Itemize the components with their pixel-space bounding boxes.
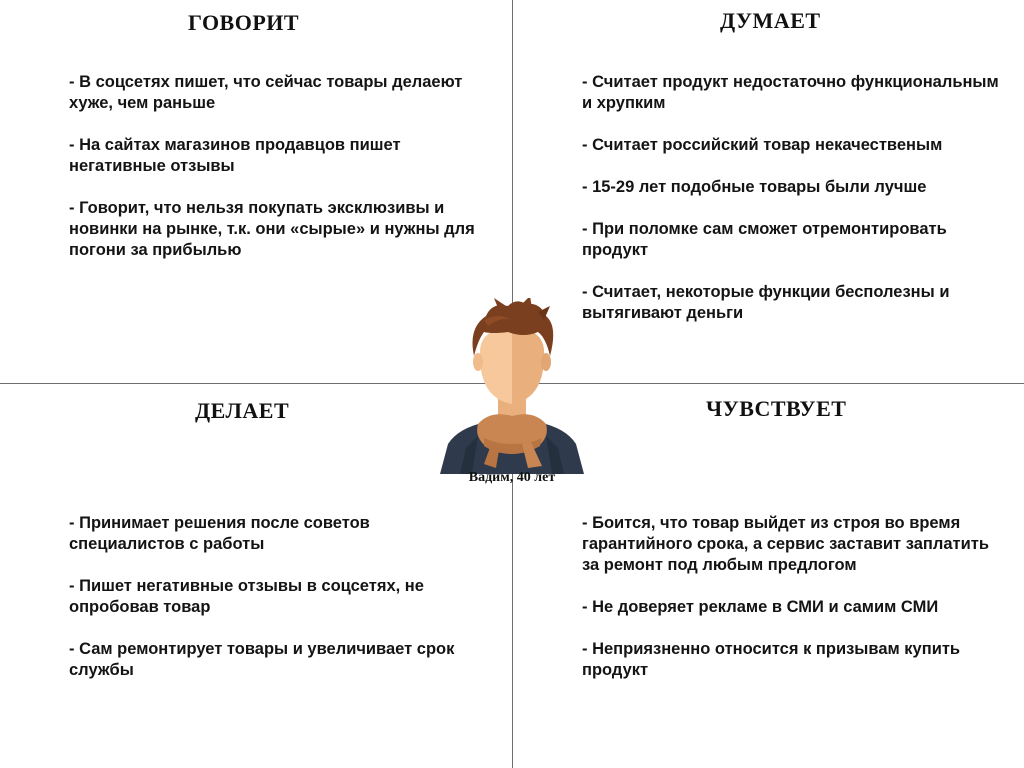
thinks-item: - 15-29 лет подобные товары были лучше [582, 178, 927, 196]
thinks-list [582, 72, 1002, 345]
says-item: - В соцсетях пишет, что сейчас товары делаеют хуже, чем раньше [69, 73, 463, 112]
does-title: ДЕЛАЕТ [195, 398, 290, 423]
says-item: - На сайтах магазинов продавцов пишет негативные отзывы [69, 136, 401, 175]
feels-item: - Боится, что товар выйдет из строя во время гарантийного срока, а сервис заставит заплатить за ремонт под любым предлогом [582, 514, 989, 574]
feels-item: - Неприязненно относится к призывам купить продукт [582, 640, 961, 679]
says-title: ГОВОРИТ [188, 10, 300, 35]
thinks-item: - При поломке сам сможет отремонтировать продукт [582, 220, 947, 259]
persona-caption: Вадим, 40 лет [468, 470, 556, 485]
feels-list [582, 513, 1007, 702]
says-item: - Говорит, что нельзя покупать эксклюзивы и новинки на рынке, т.к. они «сырые» и нужны для погони за прибылью [69, 199, 475, 259]
feels-title: ЧУВСТВУЕТ [706, 396, 847, 421]
does-item: - Сам ремонтирует товары и увеличивает срок службы [69, 640, 455, 679]
thinks-item: - Считает российский товар некачественым [582, 136, 943, 154]
thinks-title: ДУМАЕТ [720, 8, 821, 33]
person-avatar-icon [438, 298, 586, 474]
does-item: - Пишет негативные отзывы в соцсетях, не опробовав товар [69, 577, 424, 616]
thinks-item: - Считает, некоторые функции бесполезны и вытягивают деньги [582, 283, 950, 322]
thinks-item: - Считает продукт недостаточно функциональным и хрупким [582, 73, 999, 112]
feels-item: - Не доверяет рекламе в СМИ и самим СМИ [582, 598, 939, 616]
says-list [69, 72, 489, 282]
does-item: - Принимает решения после советов специалистов с работы [69, 514, 370, 553]
does-list [69, 513, 469, 702]
persona [432, 292, 592, 492]
